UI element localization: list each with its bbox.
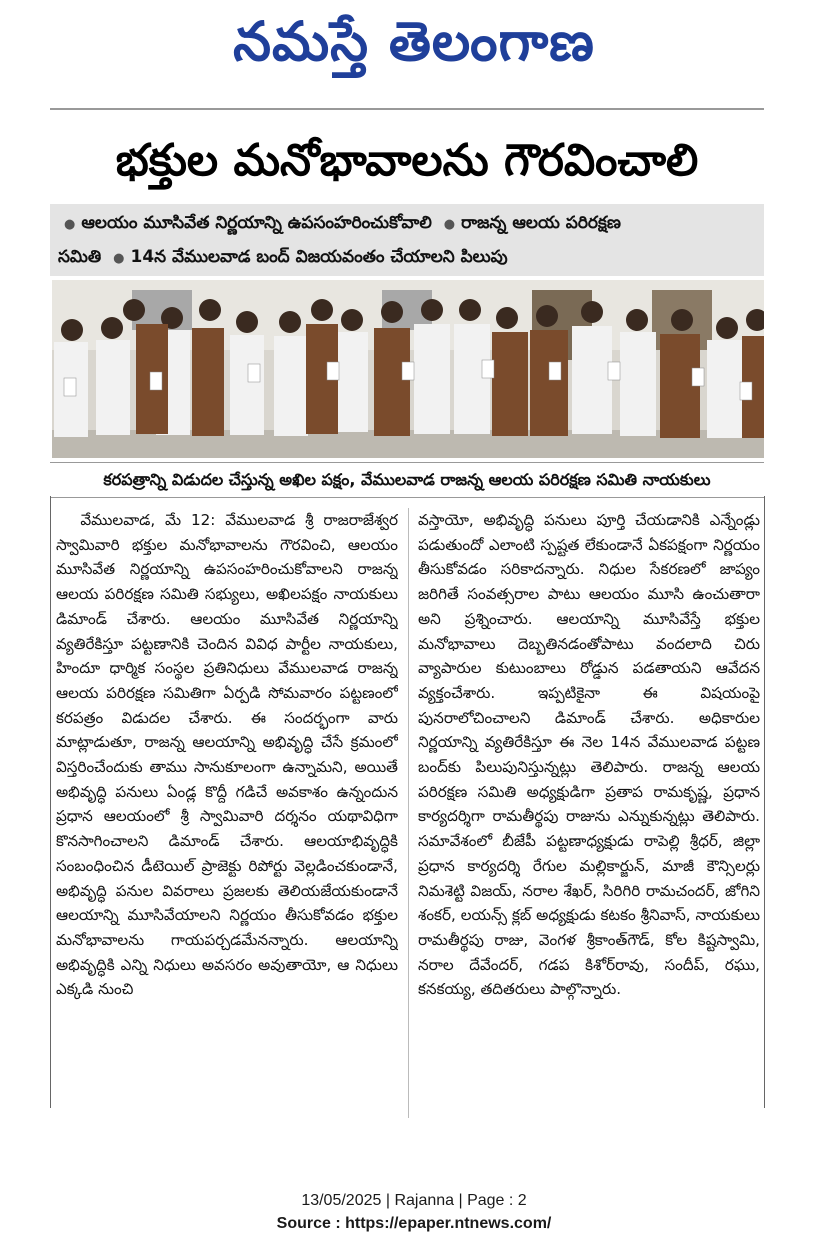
subhead-text: రాజన్న ఆలయ పరిరక్షణ	[461, 213, 621, 233]
subhead-text: సమితి	[58, 247, 102, 267]
photo-caption: కరపత్రాన్ని విడుదల చేస్తున్న అఖిల పక్షం, వేములవాడ రాజన్న ఆలయ పరిరక్షణ సమితి నాయకులు	[50, 462, 764, 498]
news-photo	[52, 280, 764, 458]
subheadline-box	[50, 204, 764, 276]
article-column-left: వేములవాడ, మే 12: వేములవాడ శ్రీ రాజరాజేశ్వర స్వామివారి భక్తుల మనోభావాలను గౌరవించి, ఆలయం మూసివేత నిర్ణయాన్ని ఉపసంహరించుకోవాలని రాజన్న ఆలయ పరిరక్షణ సమితి సభ్యులు, అఖిలపక్షం నాయకులు డిమాండ్ చేశారు. ఆలయం మూసివేత నిర్ణయాన్ని వ్యతిరేకిస్తూ పట్టణానికి చెందిన వివిధ పార్టీల నాయకులు, హిందూ ధార్మిక సంస్థల ప్రతినిధులు వేములవాడ రాజన్న ఆలయ పరిరక్షణ సమితిగా ఏర్పడి సోమవారం పట్టణంలో కరపత్రం విడుదల చేశారు. ఈ సందర్భంగా వారు మాట్లాడుతూ, రాజన్న ఆలయాన్ని అభివృద్ధి చేసే క్రమంలో విస్తరించేందుకు తాము సానుకూలంగా ఉన్నామని, అయితే అభివృద్ధి పనులు ఏండ్ల కొద్దీ గడిచే అవకాశం ఉన్నందున ప్రధాన ఆలయంలో శ్రీ స్వామివారి దర్శనం యథావిధిగా కొనసాగించాలని డిమాండ్ చేశారు. ఆలయాభివృద్ధికి సంబంధించిన డీటెయిల్ ప్రాజెక్టు రిపోర్టు వెల్లడించకుండానే, అభివృద్ధి పనుల వివరాలు ప్రజలకు తెలియజేయకుండానే ఆలయాన్ని మూసివేయాలని నిర్ణయం తీసుకోవడం భక్తుల మనోభావాలను గాయపర్చడమేనన్నారు. ఆలయాన్ని అభివృద్ధికి ఎన్ని నిధులు అవసరం అవుతాయో, ఆ నిధులు ఎక్కడి నుంచి	[56, 511, 398, 999]
bullet-icon: ●	[64, 217, 76, 232]
group-photo-illustration	[52, 280, 764, 458]
headline: భక్తుల మనోభావాలను గౌరవించాలి	[115, 135, 699, 186]
masthead-logo: నమస్తే తెలంగాణ	[233, 9, 595, 73]
footer-source: Source : https://epaper.ntnews.com/	[276, 1215, 552, 1232]
left-border	[50, 496, 51, 1108]
subheadline-line-2	[58, 240, 758, 274]
right-border	[764, 496, 765, 1108]
top-divider	[50, 108, 764, 110]
subhead-text: 14న వేములవాడ బంద్ విజయవంతం చేయాలని పిలుపు	[130, 247, 508, 267]
article-column-right: వస్తాయో, అభివృద్ధి పనులు పూర్తి చేయడానికి ఎన్నేండ్లు పడుతుందో ఎలాంటి స్పష్టత లేకుండానే ఏకపక్షంగా నిర్ణయం తీసుకోవడం సరికాదన్నారు. నిధుల సేకరణలో జాప్యం జరిగితే సంవత్సరాల పాటు ఆలయం మూసి ఉంచుతారా అని ప్రశ్నించారు. ఆలయాన్ని మూసివేస్తే భక్తుల మనోభావాలు దెబ్బతినడంతోపాటు వందలాది చిరు వ్యాపారుల కుటుంబాలు రోడ్డున పడతాయని ఆవేదన వ్యక్తంచేశారు. ఇప్పటికైనా ఈ విషయంపై పునరాలోచించాలని డిమాండ్ చేశారు. అధికారుల నిర్ణయాన్ని వ్యతిరేకిస్తూ ఈ నెల 14న వేములవాడ పట్టణ బంద్‌కు పిలుపునిస్తున్నట్లు తెలిపారు. రాజన్న ఆలయ పరిరక్షణ సమితి అధ్యక్షుడిగా ప్రతాప రామకృష్ణ, ప్రధాన కార్యదర్శిగా రామతీర్థపు రాజును ఎన్నుకున్నట్లు తెలిపారు. సమావేశంలో బీజేపీ పట్టణాధ్యక్షుడు రాపెల్లి శ్రీధర్, జిల్లా ప్రధాన కార్యదర్శి రేగుల మల్లికార్జున్, మాజీ కౌన్సిలర్లు నిమశెట్టి విజయ్, నరాల శేఖర్, సిరిగిరి రామచందర్, జోగిని శంకర్, లయన్స్ క్లబ్ అధ్యక్షుడు కటకం శ్రీనివాస్, నాయకులు రామతీర్థపు రాజు, వెంగళ శ్రీకాంత్‌గౌడ్, కోల కిష్టస్వామి, నరాల దేవేందర్, గడప కిశోర్‌రావు, సందీప్, రఘు, కనకయ్య, తదితరులు పాల్గొన్నారు.	[418, 511, 760, 999]
column-divider	[408, 508, 409, 1118]
bullet-icon: ●	[443, 217, 456, 232]
subheadline-line-1	[58, 206, 758, 240]
subhead-text: ఆలయం మూసివేత నిర్ణయాన్ని ఉపసంహరించుకోవాలి	[81, 213, 432, 233]
footer-date-page: 13/05/2025 | Rajanna | Page : 2	[301, 1192, 527, 1209]
bullet-icon: ●	[113, 251, 125, 266]
